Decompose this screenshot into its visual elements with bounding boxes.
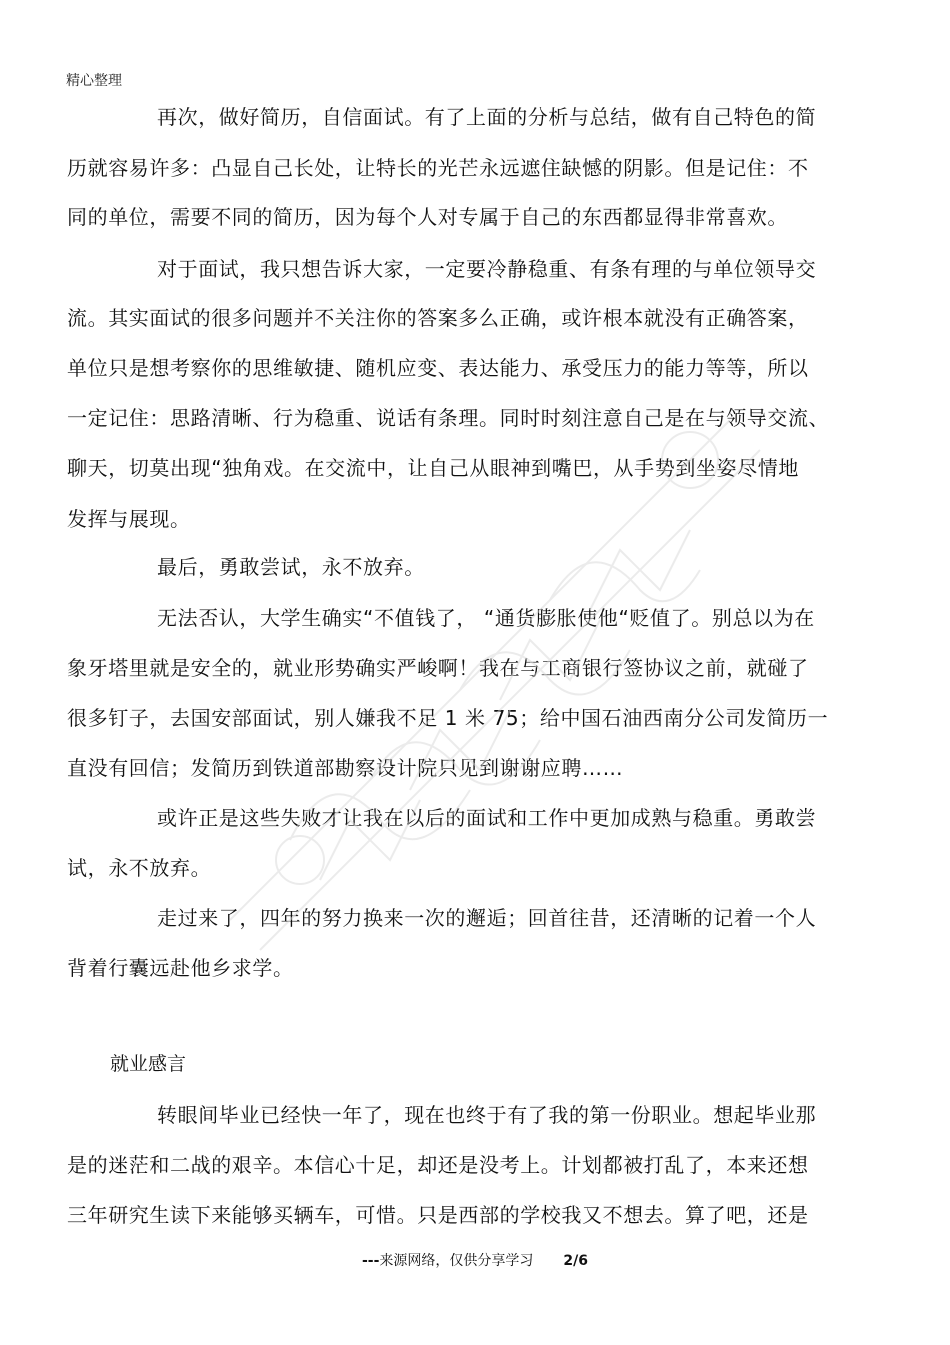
paragraph-5-line-1: 或许正是这些失败才让我在以后的面试和工作中更加成熟与稳重。勇敢尝 bbox=[157, 806, 817, 830]
paragraph-2-line-6: 发挥与展现。 bbox=[67, 507, 191, 531]
footer-source: 来源网络，仅供分享学习 bbox=[379, 1253, 534, 1269]
footer-dash: --- bbox=[361, 1253, 380, 1269]
paragraph-2-line-5: 聊天，切莫出现“独角戏。在交流中，让自己从眼神到嘴巴，从手势到坐姿尽情地 bbox=[67, 456, 799, 480]
section-line-3: 三年研究生读下来能够买辆车，可惜。只是西部的学校我又不想去。算了吧，还是 bbox=[67, 1203, 809, 1227]
paragraph-2-line-2: 流。其实面试的很多问题并不关注你的答案多么正确，或许根本就没有正确答案， bbox=[67, 306, 809, 330]
paragraph-2-line-4: 一定记住：思路清晰、行为稳重、说话有条理。同时时刻注意自己是在与领导交流、 bbox=[67, 406, 830, 430]
paragraph-1-line-1: 再次，做好简历，自信面试。有了上面的分析与总结，做有自己特色的简 bbox=[157, 105, 817, 129]
section-title: 就业感言 bbox=[110, 1053, 187, 1075]
section-line-1: 转眼间毕业已经快一年了，现在也终于有了我的第一份职业。想起毕业那 bbox=[157, 1103, 817, 1127]
paragraph-2-line-1: 对于面试，我只想告诉大家，一定要冷静稳重、有条有理的与单位领导交 bbox=[157, 257, 817, 281]
page-number: 2/6 bbox=[563, 1253, 589, 1269]
paragraph-6-line-2: 背着行囊远赴他乡求学。 bbox=[67, 956, 294, 980]
paragraph-4-line-3: 很多钉子，去国安部面试，别人嫌我不足 1 米 75；给中国石油西南分公司发简历一 bbox=[67, 706, 829, 730]
paragraph-4-line-1: 无法否认，大学生确实“不值钱了， “通货膨胀使他“贬值了。别总以为在 bbox=[157, 606, 815, 630]
paragraph-4-line-4: 直没有回信；发简历到铁道部勘察设计院只见到谢谢应聘…… bbox=[67, 756, 624, 780]
paragraph-6-line-1: 走过来了，四年的努力换来一次的邂逅；回首往昔，还清晰的记着一个人 bbox=[157, 906, 817, 930]
page-footer bbox=[0, 1250, 950, 1270]
header-note: 精心整理 bbox=[66, 73, 122, 89]
section-line-2: 是的迷茫和二战的艰辛。本信心十足，却还是没考上。计划都被打乱了，本来还想 bbox=[67, 1153, 809, 1177]
paragraph-1-line-2: 历就容易许多：凸显自己长处，让特长的光芒永远遮住缺憾的阴影。但是记住：不 bbox=[67, 156, 809, 180]
paragraph-3-line-1: 最后，勇敢尝试，永不放弃。 bbox=[157, 555, 425, 579]
paragraph-4-line-2: 象牙塔里就是安全的，就业形势确实严峻啊！我在与工商银行签协议之前，就碰了 bbox=[67, 656, 809, 680]
paragraph-2-line-3: 单位只是想考察你的思维敏捷、随机应变、表达能力、承受压力的能力等等，所以 bbox=[67, 356, 809, 380]
paragraph-5-line-2: 试，永不放弃。 bbox=[67, 856, 212, 880]
paragraph-1-line-3: 同的单位，需要不同的简历，因为每个人对专属于自己的东西都显得非常喜欢。 bbox=[67, 205, 788, 229]
